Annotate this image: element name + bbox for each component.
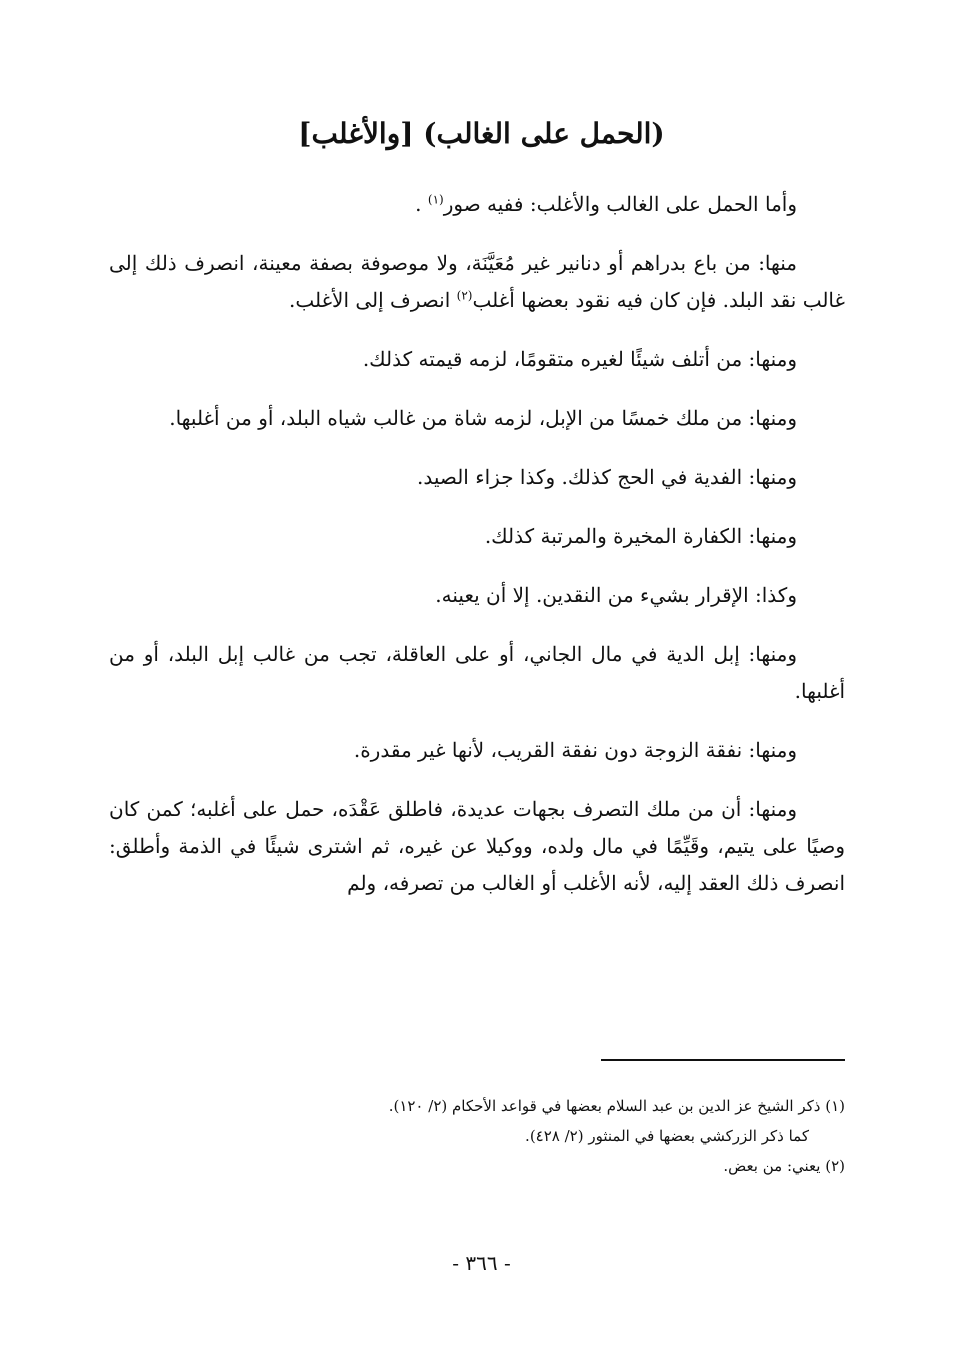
section-title: (الحمل على الغالب) [والأغلب] (298, 117, 665, 150)
paragraph-5: ومنها: الفدية في الحج كذلك. وكذا جزاء الصيد. (416, 465, 797, 489)
footnote-1-continuation: كما ذكر الزركشي بعضها في المنثور (٢/ ٤٢٨). (525, 1127, 809, 1145)
paragraph-9: ومنها: نفقة الزوجة دون نفقة القريب، لأنها غير مقدرة. (353, 738, 797, 762)
paragraph-7: وكذا: الإقرار بشيء من النقدين. إلا أن يعينه. (435, 583, 797, 607)
footnote-ref-1[interactable]: (١) (427, 192, 444, 207)
main-text (109, 186, 845, 924)
paragraph-tail: انصرف إلى الأغلب. (288, 288, 457, 312)
footnote-1: (١) ذكر الشيخ عز الدين بن عبد السلام بعضها في قواعد الأحكام (٢/ ١٢٠). (388, 1097, 845, 1115)
paragraph-8: ومنها: إبل الدية في مال الجاني، أو على العاقلة، تجب من غالب إبل البلد، أو من أغلبها. (109, 642, 845, 703)
paragraph-3: ومنها: من أتلف شيئًا لغيره متقومًا، لزمه قيمته كذلك. (362, 347, 797, 371)
paragraph-text: وأما الحمل على الغالب والأغلب: ففيه صور (443, 192, 797, 216)
paragraph-6: ومنها: الكفارة المخيرة والمرتبة كذلك. (484, 524, 797, 548)
paragraph-1 (109, 186, 845, 223)
paragraph-2 (109, 245, 845, 319)
footnotes (109, 1091, 845, 1181)
paragraph-tail: . (415, 192, 428, 216)
footnote-ref-2[interactable]: (٢) (456, 288, 473, 303)
paragraph-text: منها: من باع بدراهم أو دنانير غير مُعَيَّنَة، ولا موصوفة بصفة معينة، انصرف ذلك إلى غالب نقد البلد. فإن كان فيه نقود بعضها أغلب (109, 251, 845, 312)
footnote-separator (601, 1059, 845, 1061)
page-number: - ٣٦٦ - (452, 1251, 511, 1275)
paragraph-10: ومنها: أن من ملك التصرف بجهات عديدة، فاطلق عَقْدَه، حمل على أغلبه؛ كمن كان وصيًا على يتيم، وقَيِّمًا في مال ولده، ووكيلا عن غيره، ثم اشترى شيئًا في الذمة وأطلق: انصرف ذلك العقد إليه، لأنه الأغلب أو الغالب من تصرفه، ولم (109, 797, 846, 895)
paragraph-4: ومنها: من ملك خمسًا من الإبل، لزمه شاة من غالب شياه البلد، أو من أغلبها. (169, 406, 797, 430)
footnote-2: (٢) يعني: من بعض. (723, 1157, 845, 1175)
